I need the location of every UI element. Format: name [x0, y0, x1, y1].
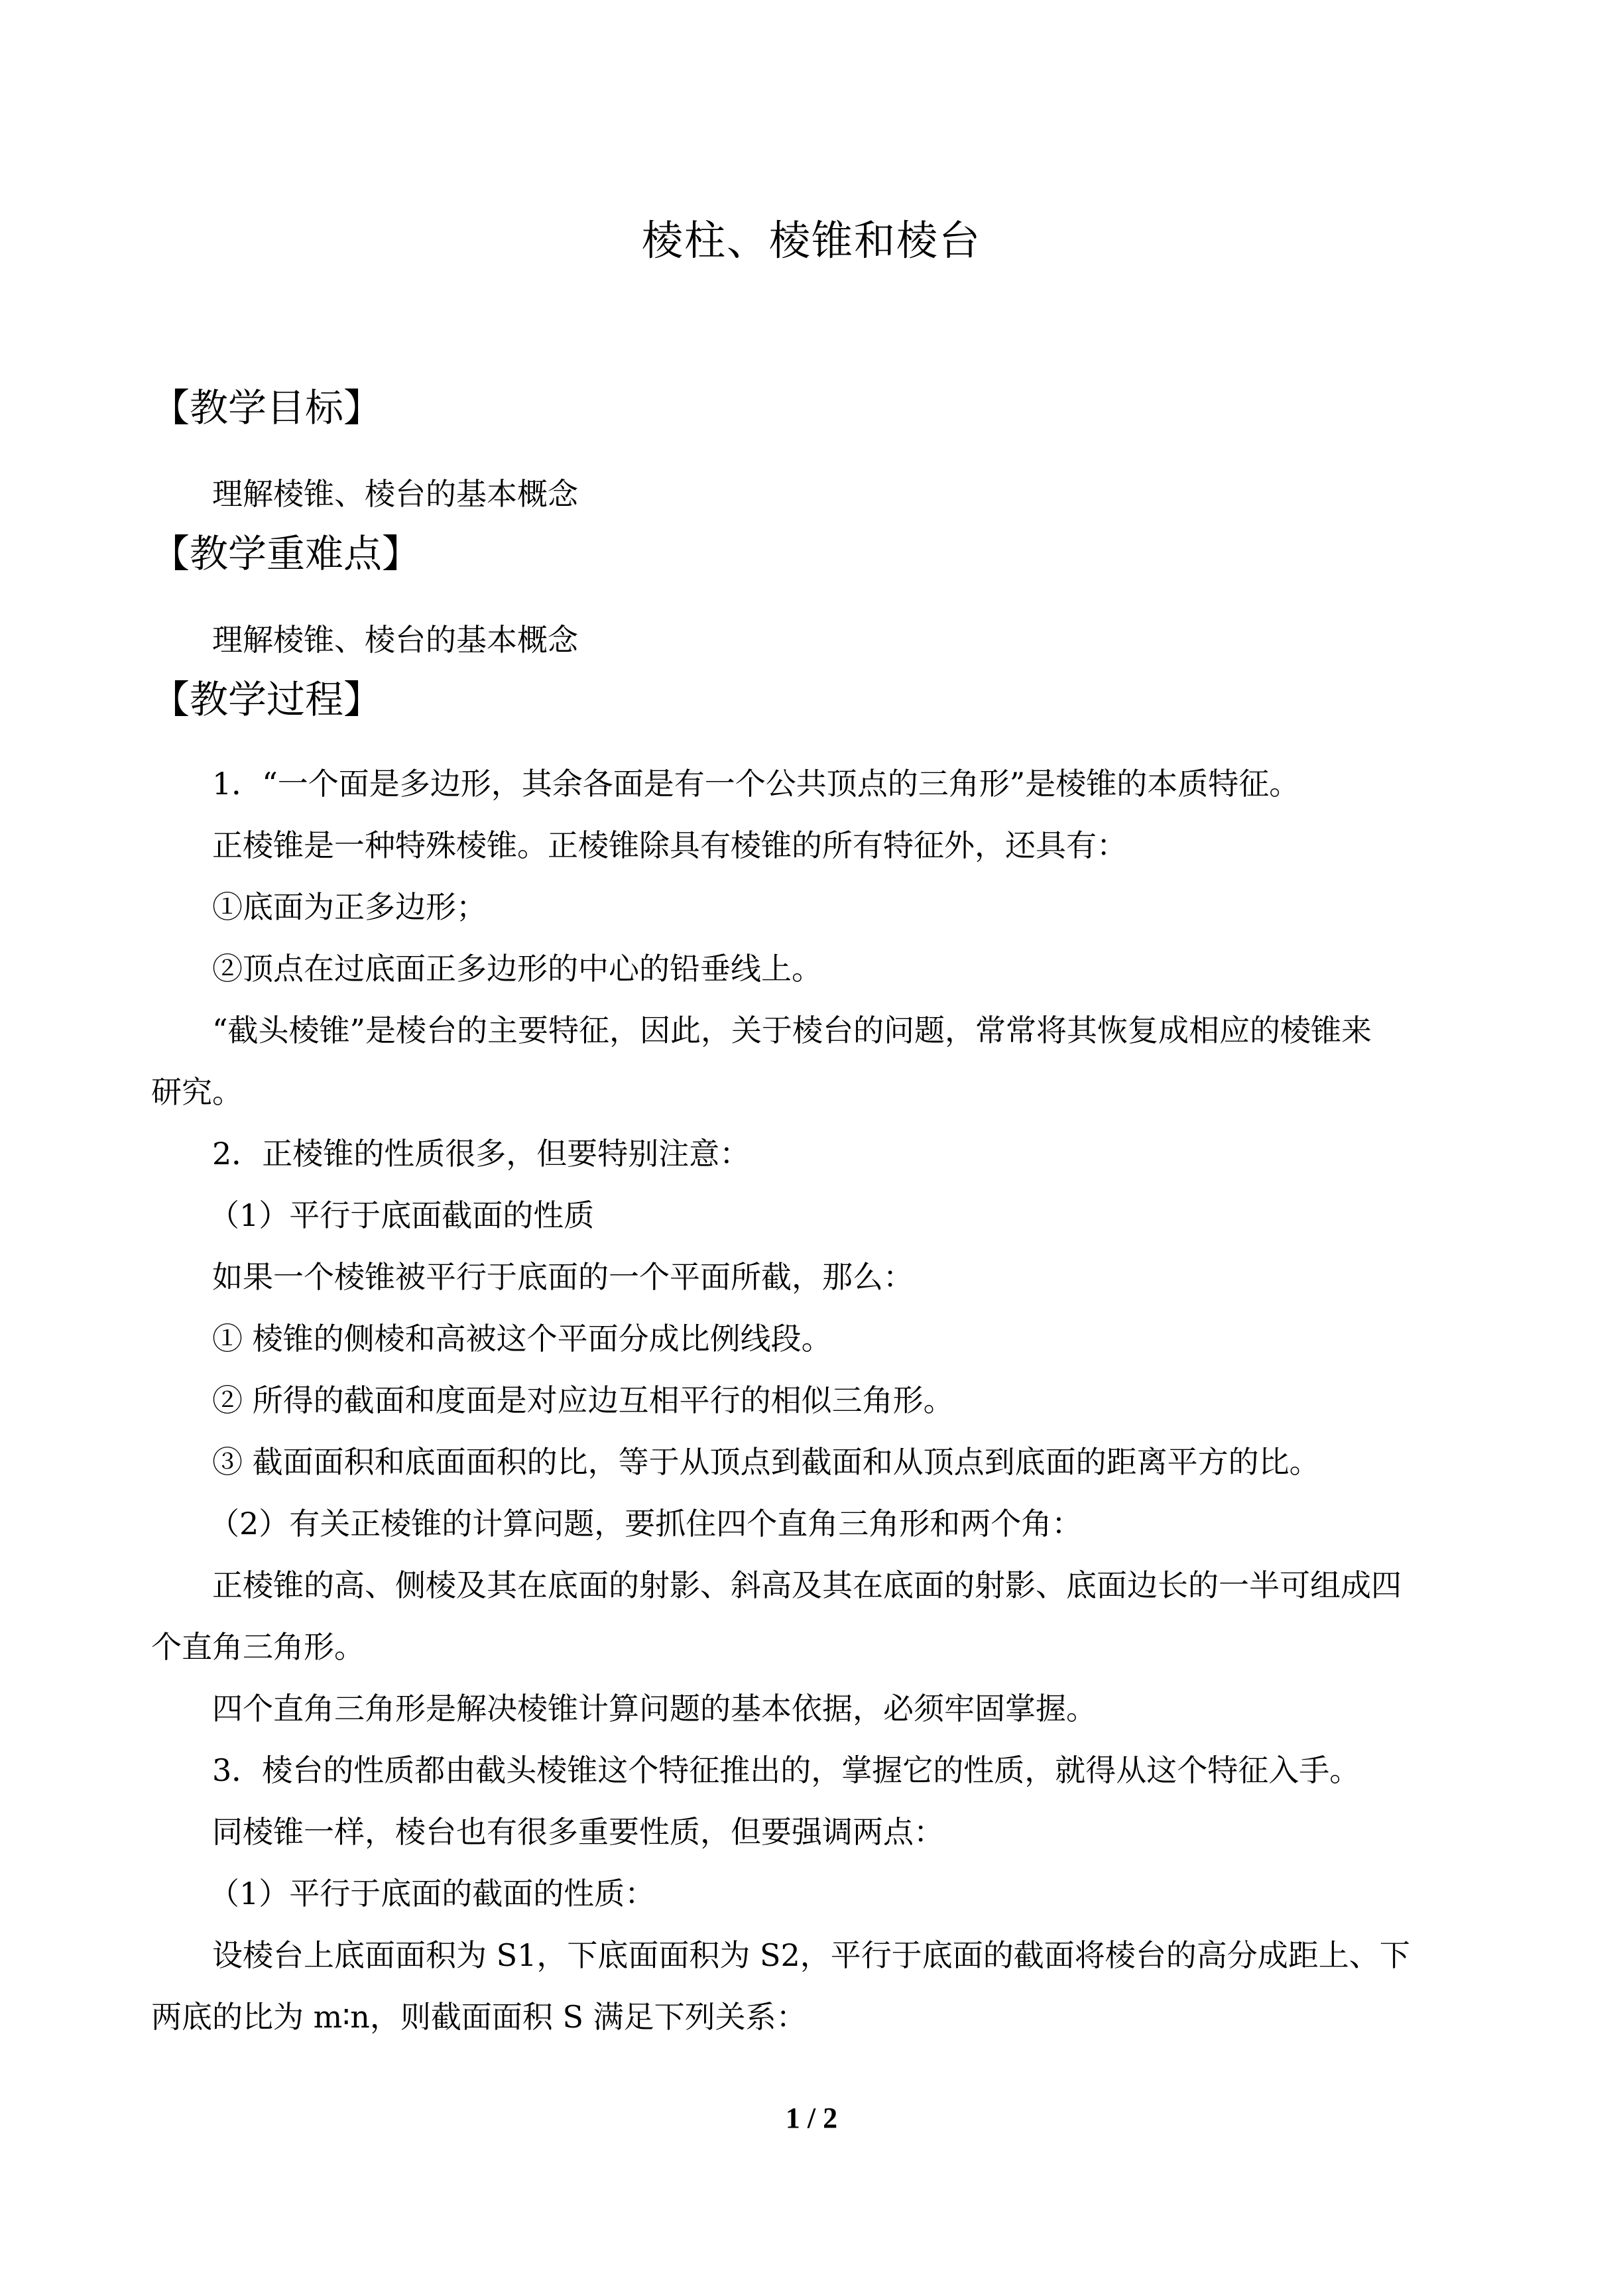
- process-line: 正棱锥的高、侧棱及其在底面的射影、斜高及其在底面的射影、底面边长的一半可组成四: [212, 1567, 1402, 1603]
- process-line: 个直角三角形。: [151, 1629, 365, 1665]
- process-line: ②顶点在过底面正多边形的中心的铅垂线上。: [212, 951, 822, 987]
- heading-key-points: 【教学重难点】: [151, 531, 421, 576]
- process-line: 如果一个棱锥被平行于底面的一个平面所截，那么：: [212, 1259, 914, 1295]
- process-line: ③ 截面面积和底面面积的比，等于从顶点到截面和从顶点到底面的距离平方的比。: [212, 1444, 1320, 1480]
- process-line: （1）平行于底面截面的性质: [209, 1197, 595, 1233]
- process-line: ② 所得的截面和度面是对应边互相平行的相似三角形。: [212, 1382, 954, 1418]
- document-title: 棱柱、棱锥和棱台: [641, 216, 981, 265]
- process-line: 同棱锥一样，棱台也有很多重要性质，但要强调两点：: [212, 1814, 944, 1850]
- heading-teaching-goals: 【教学目标】: [151, 385, 383, 430]
- process-line: 2．正棱锥的性质很多，但要特别注意：: [212, 1136, 751, 1172]
- process-line: ①底面为正多边形；: [212, 889, 487, 925]
- process-line: 设棱台上底面面积为 S1，下底面面积为 S2，平行于底面的截面将棱台的高分成距上、下: [212, 1937, 1410, 1973]
- process-line: 四个直角三角形是解决棱锥计算问题的基本依据，必须牢固掌握。: [212, 1691, 1097, 1726]
- process-line: 3．棱台的性质都由截头棱锥这个特征推出的，掌握它的性质，就得从这个特征入手。: [212, 1752, 1360, 1788]
- process-line: 研究。: [151, 1074, 243, 1110]
- heading-teaching-process: 【教学过程】: [151, 677, 383, 722]
- page-number: 1 / 2: [785, 2102, 838, 2134]
- process-line: （1）平行于底面的截面的性质：: [209, 1876, 656, 1911]
- goals-text: 理解棱锥、棱台的基本概念: [212, 476, 578, 512]
- process-line: ① 棱锥的侧棱和高被这个平面分成比例线段。: [212, 1321, 832, 1357]
- process-line: （2）有关正棱锥的计算问题，要抓住四个直角三角形和两个角：: [209, 1506, 1083, 1541]
- process-line: 两底的比为 m∶n，则截面面积 S 满足下列关系：: [151, 1999, 807, 2035]
- process-line: 1．“一个面是多边形，其余各面是有一个公共顶点的三角形”是棱锥的本质特征。: [212, 766, 1300, 802]
- process-line: “截头棱锥”是棱台的主要特征，因此，关于棱台的问题，常常将其恢复成相应的棱锥来: [212, 1012, 1372, 1048]
- process-line: 正棱锥是一种特殊棱锥。正棱锥除具有棱锥的所有特征外，还具有：: [212, 827, 1127, 863]
- key-points-text: 理解棱锥、棱台的基本概念: [212, 622, 578, 658]
